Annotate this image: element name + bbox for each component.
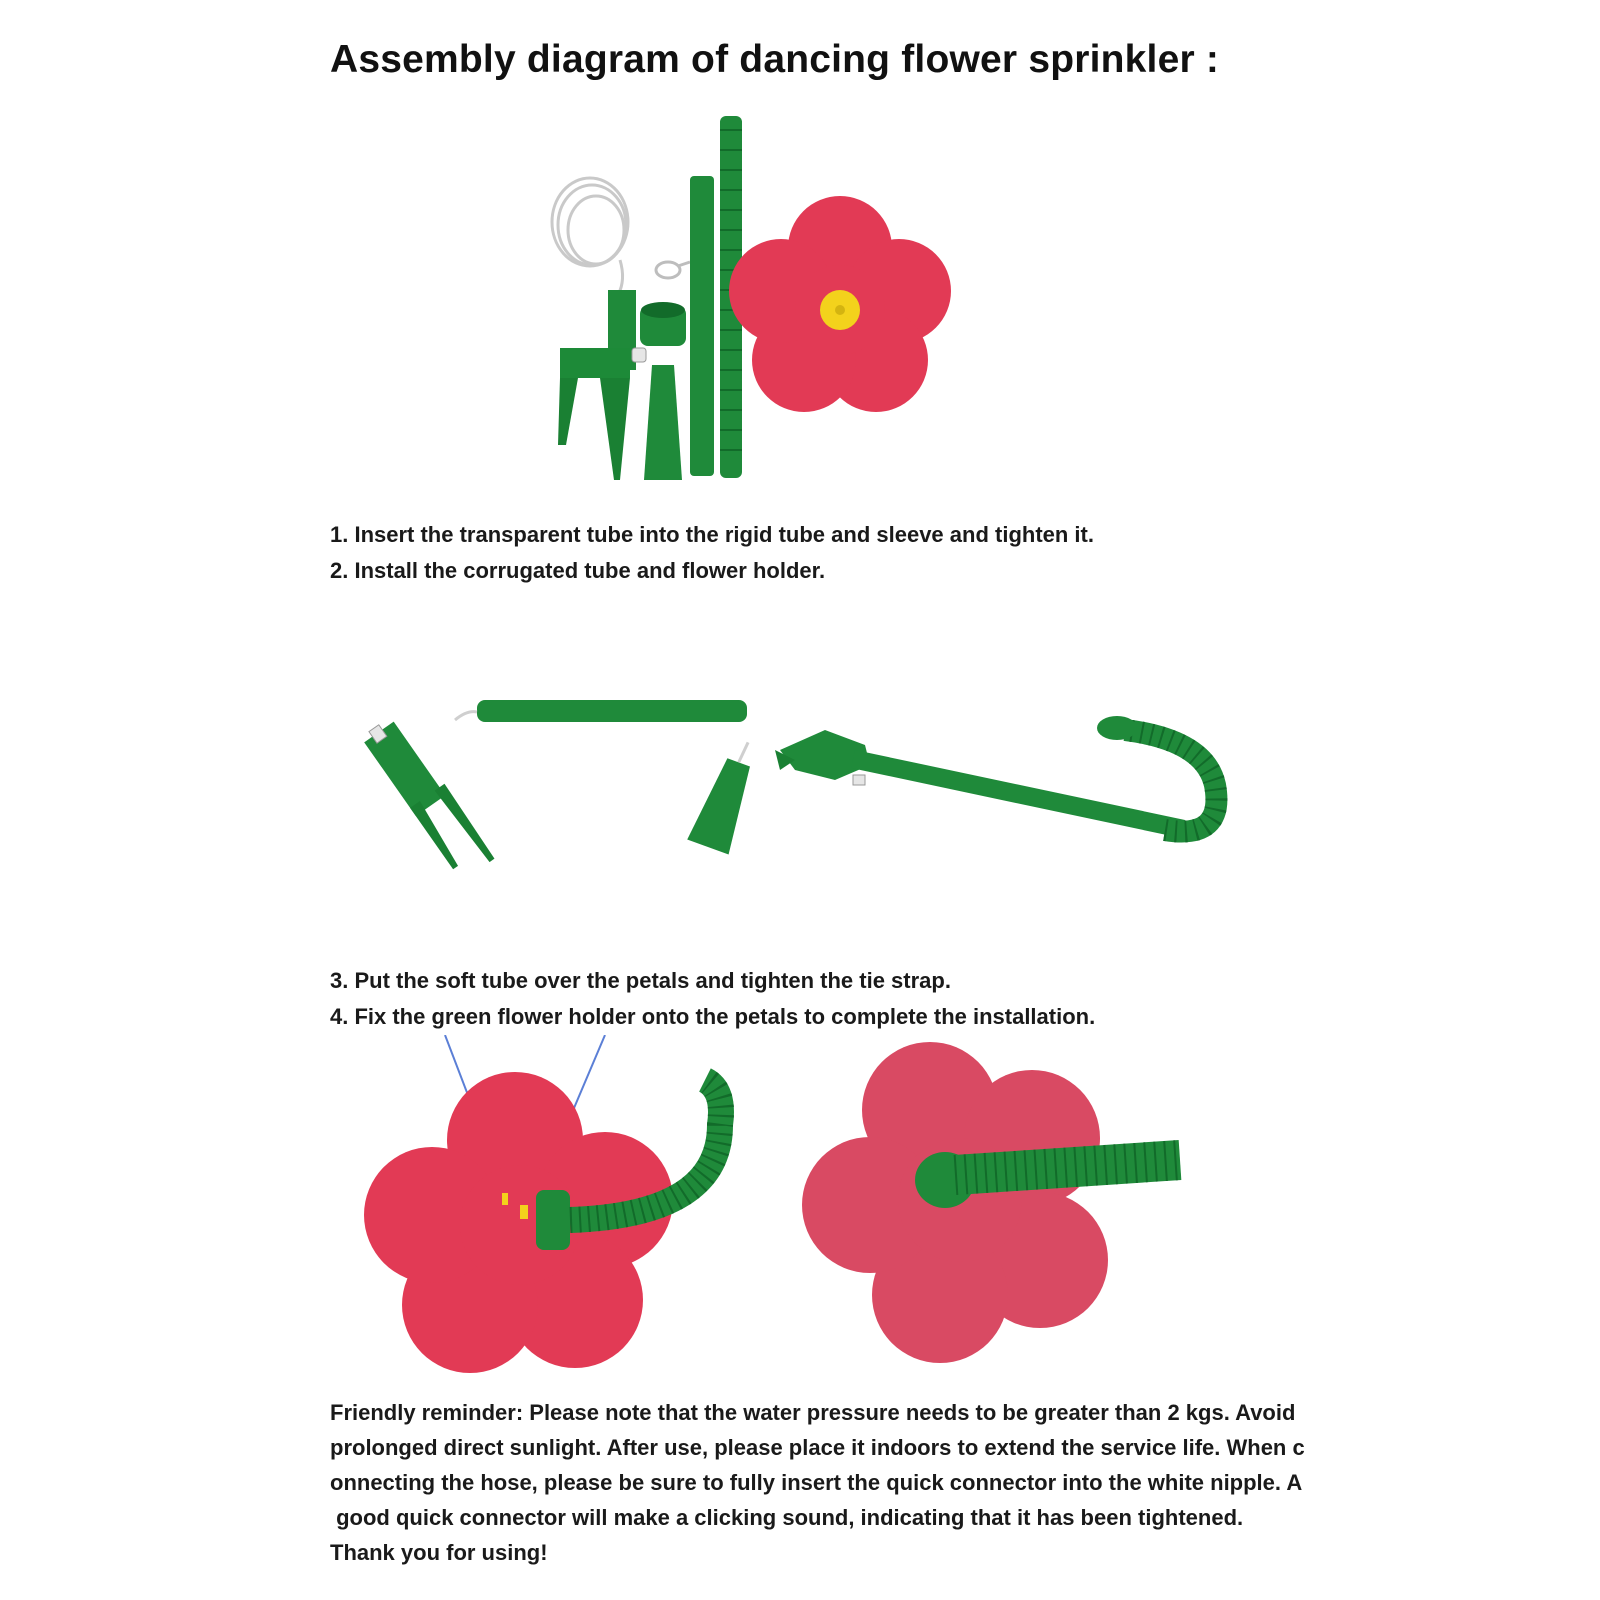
stake-tilted: [361, 713, 496, 880]
friendly-reminder: [330, 1395, 1330, 1570]
transparent-tube-coil: [552, 178, 628, 295]
assembled-stem: [775, 716, 1216, 838]
reminder-line: Friendly reminder: Please note that the water pressure needs to be greater than 2 kgs. Avoid: [330, 1400, 1296, 1425]
ground-stake: [558, 290, 646, 480]
rigid-tube-horizontal: [477, 700, 747, 722]
rigid-tube: [690, 176, 714, 476]
page-title: Assembly diagram of dancing flower sprinkler :: [330, 38, 1220, 81]
flower-attachment-figure: [340, 1035, 1210, 1375]
reminder-line: onnecting the hose, please be sure to fully insert the quick connector into the white nipple. A: [330, 1470, 1303, 1495]
step-2: 2. Install the corrugated tube and flower holder.: [330, 558, 826, 583]
sleeve-part: [644, 365, 682, 480]
parts-overview-figure: [540, 110, 980, 500]
reminder-line: good quick connector will make a clicking sound, indicating that it has been tightened.: [330, 1505, 1244, 1530]
assembly-steps-figure: [325, 690, 1255, 880]
reminder-line: Thank you for using!: [330, 1540, 548, 1565]
flower-holder-cap: [640, 302, 686, 346]
clip-part: [656, 262, 690, 278]
step-4: 4. Fix the green flower holder onto the petals to complete the installation.: [330, 1004, 1096, 1029]
reminder-line: prolonged direct sunlight. After use, please place it indoors to extend the service life. When c: [330, 1435, 1305, 1460]
red-flower-petals: [729, 196, 951, 412]
sleeve-tilted: [687, 734, 767, 854]
step-3: 3. Put the soft tube over the petals and tighten the tie strap.: [330, 968, 951, 993]
step-1: 1. Insert the transparent tube into the rigid tube and sleeve and tighten it.: [330, 522, 1094, 547]
